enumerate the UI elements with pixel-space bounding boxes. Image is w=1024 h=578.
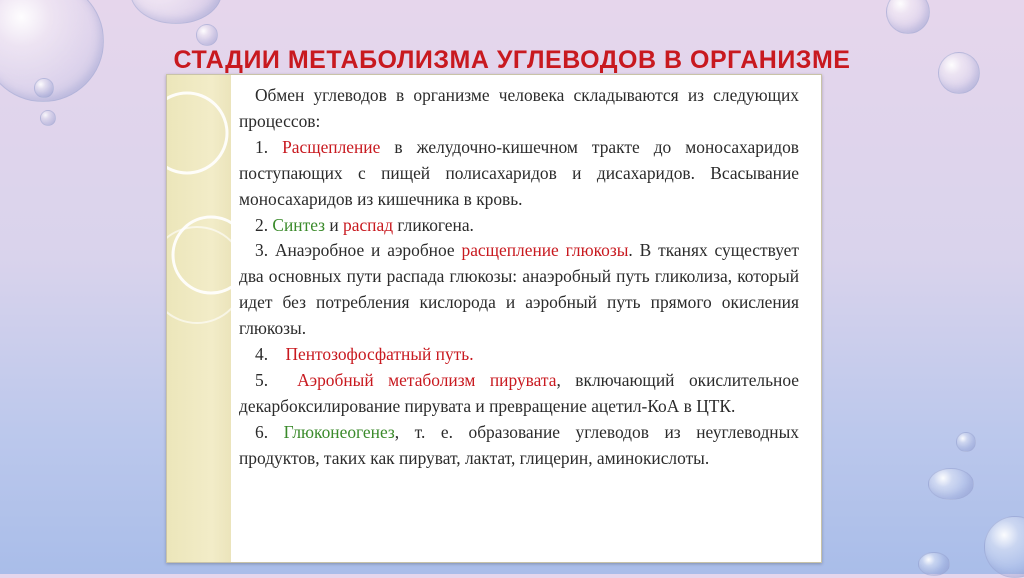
content-panel <box>166 74 822 563</box>
list-item <box>239 368 799 420</box>
item-text: , т. е. образование углеводов из неуглеводных продуктов, таких как пируват, лактат, глицерин, аминокислоты. <box>239 421 799 468</box>
item-number: 2. <box>255 214 269 235</box>
item-number: 4. <box>255 344 269 365</box>
bubble-decoration <box>196 24 218 46</box>
intro-text: Обмен углеводов в организме человека складываются из следующих процессов: <box>239 85 799 131</box>
list-item <box>239 213 799 239</box>
item-number: 6. <box>255 421 269 442</box>
bubble-decoration <box>34 78 54 98</box>
item-term: расщепление глюкозы <box>461 240 629 261</box>
item-text: . В тканях существует два основных пути распада глюкозы: анаэробный путь гликолиза, который идет без потребления кислорода и аэробный путь прямого окисления глюкозы. <box>239 240 799 339</box>
intro-paragraph <box>239 83 799 135</box>
bubble-decoration <box>928 468 974 500</box>
item-text: , включающий окислительное декарбоксилирование пирувата и превращение ацетил-КоА в ЦТК. <box>239 369 799 416</box>
list-item <box>239 238 799 342</box>
bubble-decoration <box>956 432 976 452</box>
item-term: Пентозофосфатный путь. <box>285 344 474 365</box>
bubble-decoration <box>130 0 222 24</box>
item-text: в желудочно-кишечном тракте до моносахаридов поступающих с пищей полисахаридов и дисахаридов. Всасывание моносахаридов из кишечника в кровь. <box>239 136 799 209</box>
rings-decoration <box>167 75 231 562</box>
slide-title: СТАДИИ МЕТАБОЛИЗМА УГЛЕВОДОВ В ОРГАНИЗМЕ <box>173 46 851 74</box>
item-text: и <box>325 214 344 235</box>
bubble-decoration <box>886 0 930 34</box>
bubble-decoration <box>40 110 56 126</box>
item-number: 1. <box>255 136 269 157</box>
list-item <box>239 420 799 472</box>
item-text: Анаэробное и аэробное <box>268 240 462 261</box>
item-term: Аэробный метаболизм пирувата <box>297 369 557 390</box>
item-term: Глюконеогенез <box>283 421 395 442</box>
item-number: 3. <box>255 240 269 261</box>
bubble-decoration <box>918 552 950 576</box>
content-text <box>239 83 799 472</box>
decorative-strip <box>167 75 231 562</box>
item-text: гликогена. <box>393 214 474 235</box>
item-number: 5. <box>255 369 269 390</box>
list-item <box>239 342 799 368</box>
item-term: Расщепление <box>282 136 381 157</box>
item-term: Синтез <box>272 214 326 235</box>
bubble-decoration <box>984 516 1024 578</box>
list-item <box>239 135 799 213</box>
item-term: распад <box>343 214 394 235</box>
